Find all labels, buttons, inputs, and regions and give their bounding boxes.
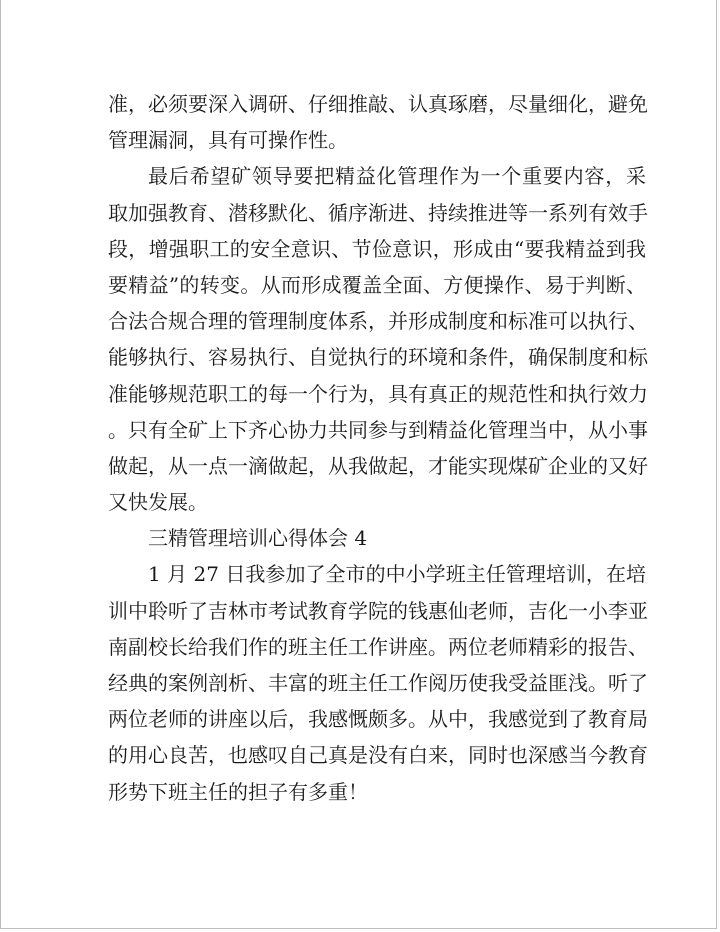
- text-line: 准，必须要深入调研、仔细推敲、认真琢磨，尽量细化，避免: [108, 92, 648, 116]
- text-line: 管理漏洞，具有可操作性。: [108, 128, 348, 153]
- text-line: 要精益”的转变。从而形成覆盖全面、方便操作、易于判断、: [108, 272, 646, 297]
- paragraph-start-line: 最后希望矿领导要把精益化管理作为一个重要内容，采: [148, 164, 646, 189]
- text-line: 准能够规范职工的每一个行为，具有真正的规范性和执行效力: [108, 381, 648, 406]
- text-line: 。只有全矿上下齐心协力共同参与到精益化管理当中，从小事: [108, 417, 648, 442]
- text-line: 南副校长给我们作的班主任工作讲座。两位老师精彩的报告、: [108, 634, 648, 659]
- text-line: 合法合规合理的管理制度体系，并形成制度和标准可以执行、: [108, 309, 648, 334]
- text-line: 形势下班主任的担子有多重！: [108, 779, 368, 804]
- section-heading: 三精管理培训心得体会 4: [148, 526, 368, 551]
- text-line: 的用心良苦，也感叹自己真是没有白来，同时也深感当今教育: [108, 743, 648, 768]
- text-line: 能够执行、容易执行、自觉执行的环境和条件，确保制度和标: [108, 345, 648, 370]
- text-line: 两位老师的讲座以后，我感慨颇多。从中，我感觉到了教育局: [108, 707, 648, 732]
- text-line: 经典的案例剖析、丰富的班主任工作阅历使我受益匪浅。听了: [108, 671, 648, 695]
- text-line: 取加强教育、潜移默化、循序渐进、持续推进等一系列有效手: [108, 200, 648, 225]
- text-line: 做起，从一点一滴做起，从我做起，才能实现煤矿企业的又好: [108, 453, 648, 478]
- paragraph-start-line: 1 月 27 日我参加了全市的中小学班主任管理培训，在培: [148, 562, 646, 587]
- text-line: 又快发展。: [108, 490, 208, 515]
- text-line: 训中聆听了吉林市考试教育学院的钱惠仙老师，吉化一小李亚: [108, 598, 648, 623]
- document-body: [108, 86, 646, 810]
- text-line: 段，增强职工的安全意识、节俭意识，形成由“要我精益到我: [108, 236, 646, 261]
